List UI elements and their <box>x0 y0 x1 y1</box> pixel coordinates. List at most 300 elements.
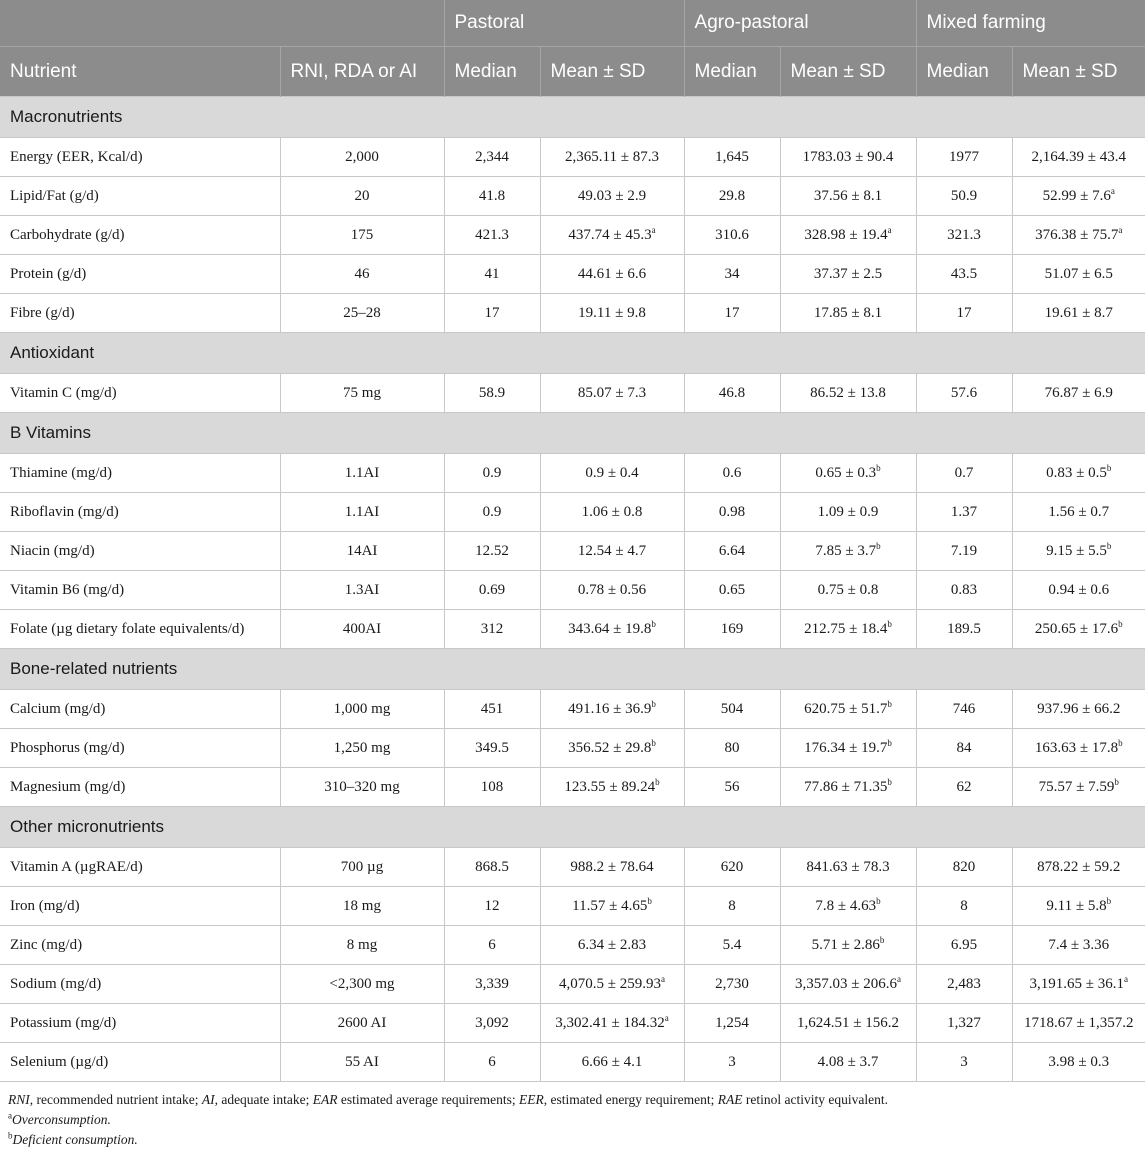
reference-value-cell <box>280 610 444 649</box>
pastoral-median-cell <box>444 887 540 926</box>
header-mixed-median: Median <box>916 47 1012 97</box>
nutrient-name-cell <box>0 454 280 493</box>
cell-value: 2,365.11 ± 87.3 <box>565 148 659 165</box>
mixed-farming-mean-cell <box>1012 177 1145 216</box>
table-row <box>0 294 1145 333</box>
footnote-marker: b <box>651 737 656 748</box>
pastoral-mean-cell <box>540 294 684 333</box>
cell-value: 11.57 ± 4.65 <box>572 897 648 914</box>
pastoral-median-cell <box>444 374 540 413</box>
nutrient-name-cell <box>0 571 280 610</box>
pastoral-mean-cell <box>540 887 684 926</box>
footnote-marker: b <box>876 462 881 473</box>
reference-value-cell <box>280 374 444 413</box>
mixed-farming-mean-cell <box>1012 294 1145 333</box>
footnote-marker: b <box>876 540 881 551</box>
table-row <box>0 493 1145 532</box>
cell-value: 1783.03 ± 90.4 <box>802 148 894 165</box>
mixed-farming-mean-cell <box>1012 493 1145 532</box>
cell-value: 3 <box>728 1053 736 1070</box>
table-row <box>0 454 1145 493</box>
table-row <box>0 571 1145 610</box>
cell-value: <2,300 mg <box>329 975 395 992</box>
abbreviation-term: EER <box>518 1092 544 1107</box>
cell-value: 4.08 ± 3.7 <box>817 1053 879 1070</box>
mixed-farming-median-cell <box>916 768 1012 807</box>
table-body <box>0 97 1145 1082</box>
cell-value: 212.75 ± 18.4 <box>804 620 888 637</box>
agro-pastoral-median-cell <box>684 848 780 887</box>
reference-value-cell <box>280 965 444 1004</box>
cell-value: 6.64 <box>718 542 746 559</box>
table-row <box>0 532 1145 571</box>
abbreviation-definition: , recommended nutrient intake; <box>29 1092 202 1107</box>
footnote-marker: b <box>887 618 892 629</box>
cell-value: 37.56 ± 8.1 <box>813 187 883 204</box>
cell-value: 437.74 ± 45.3 <box>568 226 652 243</box>
table-row <box>0 610 1145 649</box>
pastoral-mean-cell <box>540 493 684 532</box>
pastoral-mean-cell <box>540 374 684 413</box>
pastoral-mean-cell <box>540 177 684 216</box>
nutrient-name-cell <box>0 965 280 1004</box>
cell-value: Lipid/Fat (g/d) <box>10 187 99 204</box>
cell-value: 937.96 ± 66.2 <box>1037 700 1121 717</box>
cell-value: 7.85 ± 3.7 <box>815 542 877 559</box>
footnote-marker: b <box>1118 737 1123 748</box>
cell-value: 57.6 <box>950 384 978 401</box>
cell-value: 37.37 ± 2.5 <box>813 265 883 282</box>
nutrient-name-cell <box>0 729 280 768</box>
cell-value: 49.03 ± 2.9 <box>577 187 647 204</box>
table-header <box>0 0 1145 97</box>
cell-value: 3.98 ± 0.3 <box>1048 1053 1110 1070</box>
mixed-farming-mean-cell <box>1012 255 1145 294</box>
section-title: Macronutrients <box>0 97 1145 138</box>
header-pastoral-mean: Mean ± SD <box>540 47 684 97</box>
cell-value: 343.64 ± 19.8 <box>568 620 652 637</box>
mixed-farming-mean-cell <box>1012 887 1145 926</box>
section-title: Bone-related nutrients <box>0 649 1145 690</box>
pastoral-median-cell <box>444 926 540 965</box>
pastoral-mean-cell <box>540 532 684 571</box>
cell-value: 841.63 ± 78.3 <box>806 858 890 875</box>
footnote-marker: b <box>876 895 881 906</box>
agro-pastoral-mean-cell <box>780 493 916 532</box>
table-row <box>0 1043 1145 1082</box>
abbreviation-definition: estimated average requirements; <box>337 1092 519 1107</box>
cell-value: Vitamin A (µgRAE/d) <box>10 858 143 875</box>
section-title: Antioxidant <box>0 333 1145 374</box>
pastoral-mean-cell <box>540 965 684 1004</box>
cell-value: 2,344 <box>475 148 509 165</box>
mixed-farming-median-cell <box>916 493 1012 532</box>
footnote-marker: b <box>1118 618 1123 629</box>
pastoral-mean-cell <box>540 255 684 294</box>
cell-value: 1.37 <box>950 503 978 520</box>
cell-value: 820 <box>952 858 976 875</box>
cell-value: 0.65 ± 0.3 <box>815 464 877 481</box>
footnote-marker: a <box>1110 185 1115 196</box>
mixed-farming-mean-cell <box>1012 454 1145 493</box>
marker-note-line <box>8 1130 1139 1150</box>
abbreviation-term: RAE <box>717 1092 743 1107</box>
cell-value: 12.54 ± 4.7 <box>577 542 647 559</box>
agro-pastoral-mean-cell <box>780 177 916 216</box>
footnote-marker: b <box>887 698 892 709</box>
mixed-farming-median-cell <box>916 571 1012 610</box>
cell-value: 4,070.5 ± 259.93 <box>559 975 661 992</box>
agro-pastoral-median-cell <box>684 610 780 649</box>
mixed-farming-mean-cell <box>1012 374 1145 413</box>
cell-value: 250.65 ± 17.6 <box>1034 620 1119 637</box>
cell-value: 400AI <box>342 620 382 637</box>
footnote-marker: a <box>1124 973 1129 984</box>
reference-value-cell <box>280 571 444 610</box>
mixed-farming-mean-cell <box>1012 729 1145 768</box>
cell-value: Vitamin B6 (mg/d) <box>10 581 125 598</box>
pastoral-mean-cell <box>540 729 684 768</box>
abbreviation-term: RNI <box>8 1092 30 1107</box>
cell-value: 1.1AI <box>344 464 380 481</box>
reference-value-cell <box>280 1043 444 1082</box>
marker-note-line <box>8 1110 1139 1130</box>
cell-value: 0.7 <box>954 464 974 481</box>
footnote-marker: a <box>651 224 656 235</box>
cell-value: Energy (EER, Kcal/d) <box>10 148 143 165</box>
reference-value-cell <box>280 926 444 965</box>
cell-value: 7.8 ± 4.63 <box>815 897 877 914</box>
pastoral-median-cell <box>444 1043 540 1082</box>
mixed-farming-median-cell <box>916 965 1012 1004</box>
pastoral-median-cell <box>444 255 540 294</box>
cell-value: 0.83 ± 0.5 <box>1046 464 1107 481</box>
cell-value: 6 <box>488 936 496 953</box>
cell-value: 58.9 <box>478 384 506 401</box>
cell-value: 6 <box>488 1053 496 1070</box>
cell-value: Vitamin C (mg/d) <box>10 384 117 401</box>
table-row <box>0 138 1145 177</box>
nutrient-name-cell <box>0 532 280 571</box>
cell-value: 3,092 <box>475 1014 509 1031</box>
mixed-farming-median-cell <box>916 1043 1012 1082</box>
pastoral-median-cell <box>444 610 540 649</box>
cell-value: 1977 <box>949 148 980 165</box>
pastoral-mean-cell <box>540 1004 684 1043</box>
header-pastoral-median: Median <box>444 47 540 97</box>
cell-value: 1,624.51 ± 156.2 <box>797 1014 899 1031</box>
pastoral-median-cell <box>444 454 540 493</box>
reference-value-cell <box>280 887 444 926</box>
cell-value: 108 <box>480 778 504 795</box>
cell-value: 2,164.39 ± 43.4 <box>1031 148 1127 165</box>
mixed-farming-median-cell <box>916 177 1012 216</box>
section-row <box>0 649 1145 690</box>
cell-value: 0.9 <box>482 464 502 481</box>
footnote-marker: b <box>8 1130 13 1141</box>
cell-value: 20 <box>354 187 370 204</box>
cell-value: Sodium (mg/d) <box>10 975 102 992</box>
reference-value-cell <box>280 848 444 887</box>
mixed-farming-median-cell <box>916 926 1012 965</box>
cell-value: 0.65 <box>718 581 746 598</box>
abbreviation-definition: , adequate intake; <box>214 1092 313 1107</box>
abbreviation-definition: , estimated energy requirement; <box>543 1092 718 1107</box>
agro-pastoral-mean-cell <box>780 294 916 333</box>
cell-value: Magnesium (mg/d) <box>10 778 126 795</box>
agro-pastoral-mean-cell <box>780 571 916 610</box>
cell-value: 8 <box>728 897 736 914</box>
header-agro-mean: Mean ± SD <box>780 47 916 97</box>
pastoral-mean-cell <box>540 768 684 807</box>
cell-value: 356.52 ± 29.8 <box>568 739 652 756</box>
nutrient-name-cell <box>0 610 280 649</box>
reference-value-cell <box>280 532 444 571</box>
cell-value: 175 <box>350 226 374 243</box>
cell-value: 43.5 <box>950 265 978 282</box>
pastoral-median-cell <box>444 532 540 571</box>
agro-pastoral-median-cell <box>684 690 780 729</box>
table-row <box>0 768 1145 807</box>
abbreviation-note <box>8 1090 1139 1110</box>
agro-pastoral-mean-cell <box>780 138 916 177</box>
pastoral-median-cell <box>444 965 540 1004</box>
header-nutrient: Nutrient <box>0 47 280 97</box>
footnote-marker: b <box>651 698 656 709</box>
agro-pastoral-mean-cell <box>780 690 916 729</box>
agro-pastoral-mean-cell <box>780 729 916 768</box>
reference-value-cell <box>280 216 444 255</box>
pastoral-mean-cell <box>540 571 684 610</box>
agro-pastoral-mean-cell <box>780 1004 916 1043</box>
cell-value: 19.11 ± 9.8 <box>578 304 646 321</box>
cell-value: 1,254 <box>715 1014 749 1031</box>
section-title: Other micronutrients <box>0 807 1145 848</box>
mixed-farming-mean-cell <box>1012 1004 1145 1043</box>
cell-value: 176.34 ± 19.7 <box>804 739 888 756</box>
nutrient-name-cell <box>0 848 280 887</box>
agro-pastoral-mean-cell <box>780 454 916 493</box>
agro-pastoral-median-cell <box>684 768 780 807</box>
cell-value: 504 <box>720 700 744 717</box>
footnote-marker: b <box>647 895 652 906</box>
nutrient-name-cell <box>0 768 280 807</box>
pastoral-median-cell <box>444 848 540 887</box>
agro-pastoral-mean-cell <box>780 926 916 965</box>
cell-value: 1.1AI <box>344 503 380 520</box>
cell-value: Folate (µg dietary folate equivalents/d) <box>10 620 245 637</box>
header-reference: RNI, RDA or AI <box>280 47 444 97</box>
cell-value: 8 mg <box>346 936 378 953</box>
abbreviation-definition: retinol activity equivalent. <box>742 1092 889 1107</box>
cell-value: 0.78 ± 0.56 <box>577 581 647 598</box>
marker-notes <box>8 1110 1139 1150</box>
mixed-farming-median-cell <box>916 848 1012 887</box>
reference-value-cell <box>280 729 444 768</box>
nutrient-name-cell <box>0 255 280 294</box>
cell-value: 29.8 <box>718 187 746 204</box>
cell-value: 18 mg <box>343 897 381 914</box>
cell-value: 349.5 <box>475 739 509 756</box>
cell-value: 41 <box>484 265 500 282</box>
cell-value: 0.94 ± 0.6 <box>1048 581 1110 598</box>
agro-pastoral-median-cell <box>684 454 780 493</box>
cell-value: 376.38 ± 75.7 <box>1035 226 1119 243</box>
cell-value: 62 <box>956 778 972 795</box>
cell-value: 189.5 <box>947 620 981 637</box>
nutrient-name-cell <box>0 294 280 333</box>
cell-value: 169 <box>720 620 744 637</box>
agro-pastoral-median-cell <box>684 374 780 413</box>
cell-value: Potassium (mg/d) <box>10 1014 117 1031</box>
agro-pastoral-median-cell <box>684 965 780 1004</box>
nutrient-name-cell <box>0 493 280 532</box>
mixed-farming-median-cell <box>916 887 1012 926</box>
section-row <box>0 97 1145 138</box>
agro-pastoral-median-cell <box>684 1004 780 1043</box>
nutrient-name-cell <box>0 1004 280 1043</box>
cell-value: 80 <box>724 739 740 756</box>
nutrient-name-cell <box>0 177 280 216</box>
pastoral-median-cell <box>444 690 540 729</box>
marker-note-text: Deficient consumption. <box>12 1132 138 1147</box>
mixed-farming-mean-cell <box>1012 965 1145 1004</box>
cell-value: Iron (mg/d) <box>10 897 80 914</box>
cell-value: 0.9 ± 0.4 <box>585 464 639 481</box>
cell-value: 3,357.03 ± 206.6 <box>795 975 897 992</box>
cell-value: 17 <box>956 304 972 321</box>
nutrient-name-cell <box>0 138 280 177</box>
header-group-row <box>0 0 1145 47</box>
cell-value: 1.06 ± 0.8 <box>581 503 643 520</box>
cell-value: 1.56 ± 0.7 <box>1048 503 1110 520</box>
pastoral-median-cell <box>444 571 540 610</box>
cell-value: 123.55 ± 89.24 <box>564 778 656 795</box>
cell-value: Riboflavin (mg/d) <box>10 503 119 520</box>
cell-value: 312 <box>480 620 504 637</box>
reference-value-cell <box>280 454 444 493</box>
cell-value: 51.07 ± 6.5 <box>1044 265 1113 282</box>
cell-value: 86.52 ± 13.8 <box>810 384 886 401</box>
footnote-marker: a <box>661 973 665 984</box>
table-row <box>0 887 1145 926</box>
mixed-farming-median-cell <box>916 255 1012 294</box>
cell-value: 1718.67 ± 1,357.2 <box>1024 1014 1134 1031</box>
pastoral-median-cell <box>444 216 540 255</box>
footnote-marker: b <box>1106 895 1112 906</box>
mixed-farming-median-cell <box>916 729 1012 768</box>
cell-value: 620.75 ± 51.7 <box>804 700 888 717</box>
cell-value: 77.86 ± 71.35 <box>804 778 888 795</box>
cell-value: 6.66 ± 4.1 <box>581 1053 643 1070</box>
pastoral-median-cell <box>444 768 540 807</box>
table-row <box>0 1004 1145 1043</box>
abbreviation-term: AI <box>201 1092 215 1107</box>
mixed-farming-mean-cell <box>1012 1043 1145 1082</box>
cell-value: 9.11 ± 5.8 <box>1046 897 1107 914</box>
cell-value: 1.09 ± 0.9 <box>817 503 879 520</box>
reference-value-cell <box>280 768 444 807</box>
cell-value: 2,730 <box>715 975 749 992</box>
cell-value: 310.6 <box>715 226 749 243</box>
cell-value: 17.85 ± 8.1 <box>813 304 883 321</box>
cell-value: Calcium (mg/d) <box>10 700 106 717</box>
mixed-farming-median-cell <box>916 1004 1012 1043</box>
table-row <box>0 965 1145 1004</box>
mixed-farming-median-cell <box>916 216 1012 255</box>
cell-value: 12.52 <box>475 542 509 559</box>
pastoral-median-cell <box>444 294 540 333</box>
pastoral-mean-cell <box>540 1043 684 1082</box>
mixed-farming-mean-cell <box>1012 926 1145 965</box>
mixed-farming-median-cell <box>916 374 1012 413</box>
footnote-marker: a <box>897 973 901 984</box>
agro-pastoral-median-cell <box>684 571 780 610</box>
agro-pastoral-median-cell <box>684 294 780 333</box>
footnote-marker: a <box>887 224 892 235</box>
agro-pastoral-median-cell <box>684 729 780 768</box>
cell-value: Protein (g/d) <box>10 265 87 282</box>
table-footnotes <box>0 1082 1145 1150</box>
pastoral-mean-cell <box>540 216 684 255</box>
cell-value: 878.22 ± 59.2 <box>1037 858 1121 875</box>
cell-value: 44.61 ± 6.6 <box>577 265 647 282</box>
header-mixed-mean: Mean ± SD <box>1012 47 1145 97</box>
pastoral-mean-cell <box>540 926 684 965</box>
agro-pastoral-median-cell <box>684 887 780 926</box>
footnote-marker: b <box>651 618 656 629</box>
cell-value: 50.9 <box>950 187 978 204</box>
table-row <box>0 216 1145 255</box>
cell-value: 52.99 ± 7.6 <box>1042 187 1111 204</box>
nutrient-name-cell <box>0 690 280 729</box>
cell-value: 3,339 <box>475 975 509 992</box>
cell-value: 310–320 mg <box>324 778 400 795</box>
cell-value: 46 <box>354 265 370 282</box>
table-row <box>0 177 1145 216</box>
cell-value: 0.69 <box>478 581 506 598</box>
pastoral-median-cell <box>444 177 540 216</box>
cell-value: 988.2 ± 78.64 <box>570 858 654 875</box>
pastoral-median-cell <box>444 138 540 177</box>
reference-value-cell <box>280 294 444 333</box>
cell-value: Thiamine (mg/d) <box>10 464 113 481</box>
pastoral-median-cell <box>444 729 540 768</box>
nutrient-name-cell <box>0 216 280 255</box>
agro-pastoral-mean-cell <box>780 610 916 649</box>
cell-value: Selenium (µg/d) <box>10 1053 109 1070</box>
mixed-farming-median-cell <box>916 532 1012 571</box>
header-agro-median: Median <box>684 47 780 97</box>
cell-value: 0.9 <box>482 503 502 520</box>
cell-value: 0.98 <box>718 503 746 520</box>
pastoral-mean-cell <box>540 690 684 729</box>
cell-value: 0.6 <box>722 464 742 481</box>
footnote-marker: b <box>879 934 885 945</box>
cell-value: 328.98 ± 19.4 <box>804 226 888 243</box>
section-row <box>0 413 1145 454</box>
reference-value-cell <box>280 690 444 729</box>
cell-value: 9.15 ± 5.5 <box>1046 542 1107 559</box>
mixed-farming-mean-cell <box>1012 216 1145 255</box>
table-row <box>0 690 1145 729</box>
header-group-pastoral: Pastoral <box>444 0 684 47</box>
reference-value-cell <box>280 493 444 532</box>
agro-pastoral-mean-cell <box>780 887 916 926</box>
cell-value: 75.57 ± 7.59 <box>1038 778 1115 795</box>
agro-pastoral-median-cell <box>684 177 780 216</box>
pastoral-median-cell <box>444 493 540 532</box>
